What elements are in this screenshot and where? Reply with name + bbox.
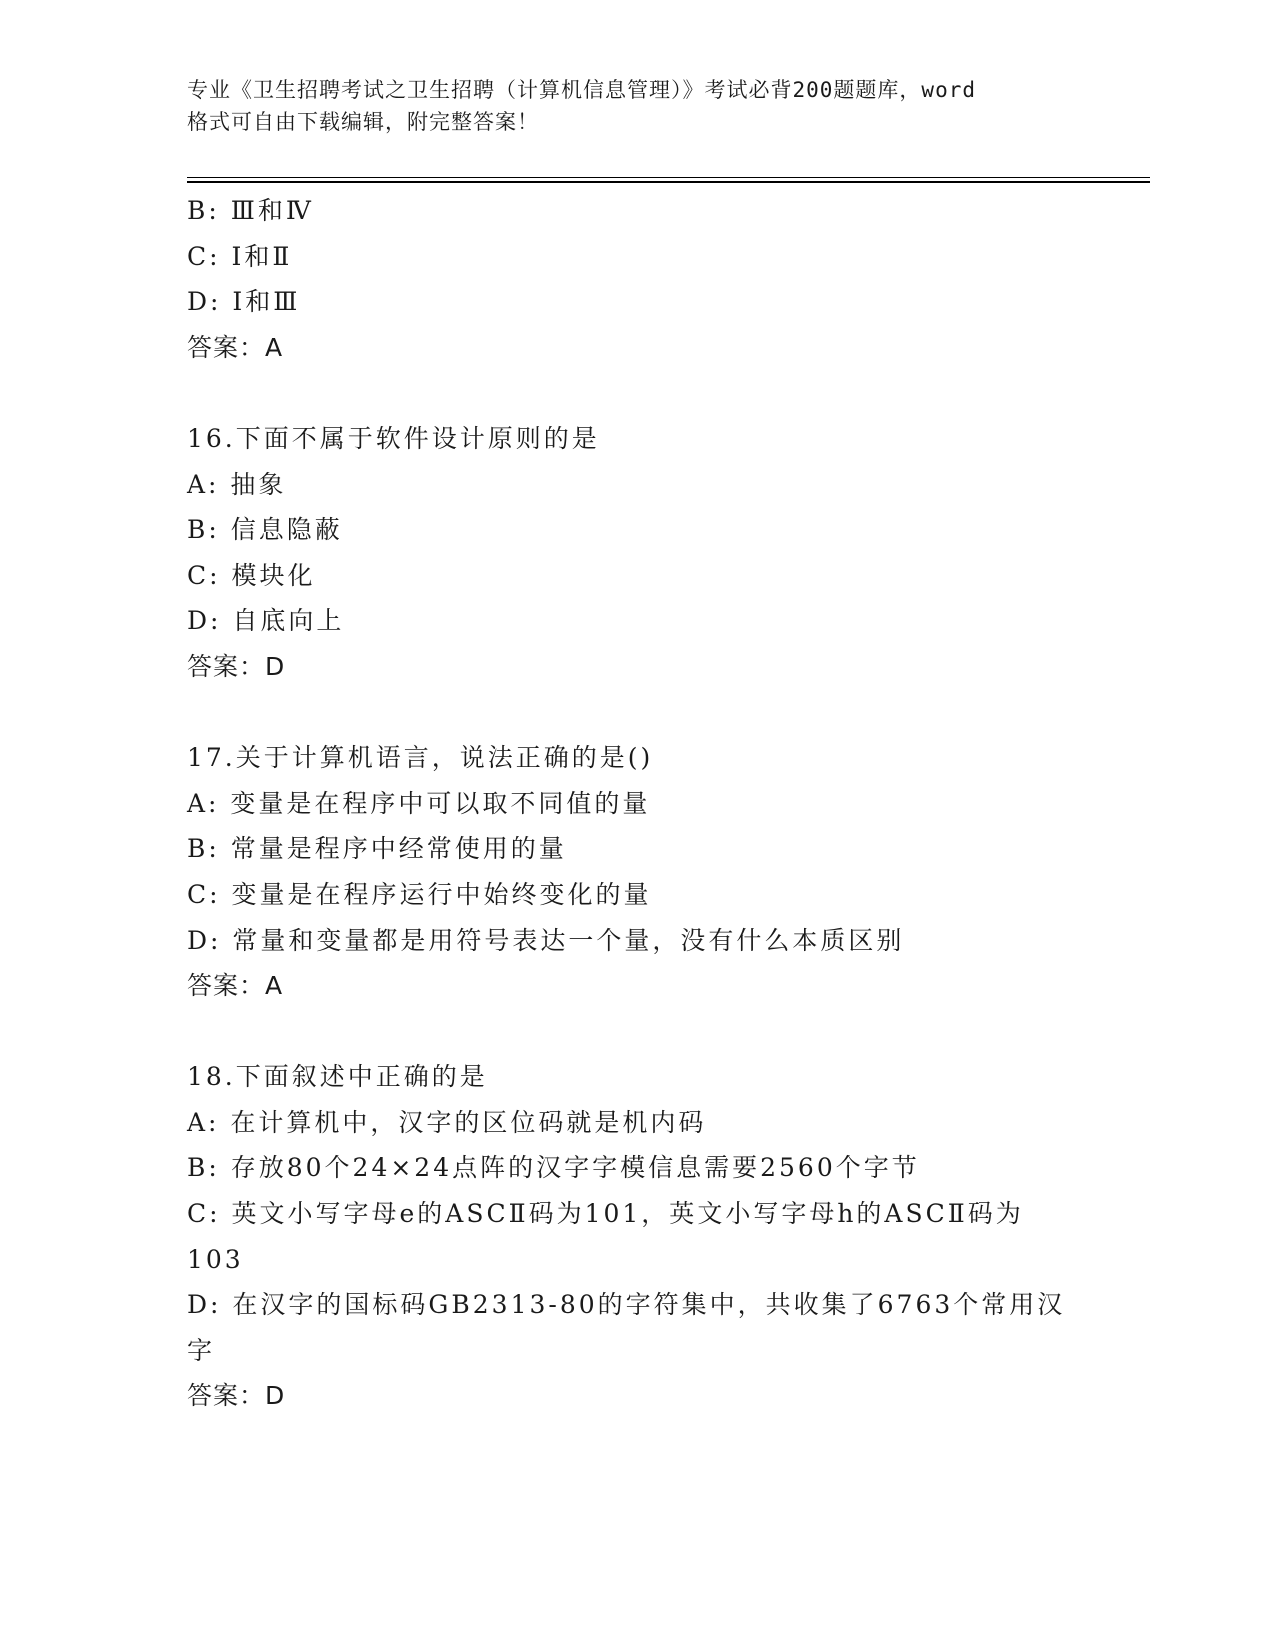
option-b: B: Ⅲ和Ⅳ	[187, 196, 314, 225]
answer-line: 答案：A	[187, 332, 284, 362]
header-line-2: 格式可自由下载编辑，附完整答案！	[187, 110, 539, 134]
option-d: D: 常量和变量都是用符号表达一个量，没有什么本质区别	[187, 925, 905, 955]
question-16	[187, 416, 1087, 690]
option-a: A: 变量是在程序中可以取不同值的量	[187, 788, 651, 818]
question-stem: 16.下面不属于软件设计原则的是	[187, 423, 600, 453]
question-15-continued	[187, 188, 1087, 370]
option-b: B: 常量是程序中经常使用的量	[187, 834, 567, 864]
option-c: C: Ⅰ和Ⅱ	[187, 241, 293, 271]
answer-line: 答案：D	[187, 1381, 286, 1411]
option-c: C: 模块化	[187, 560, 316, 590]
spacer	[187, 1009, 1087, 1055]
option-d: D: 在汉字的国标码GB2313-80的字符集中，共收集了6763个常用汉	[187, 1290, 1066, 1320]
header-line-1: 专业《卫生招聘考试之卫生招聘（计算机信息管理）》考试必背200题题库，word	[187, 78, 976, 102]
option-d-continued: 字	[187, 1335, 216, 1365]
question-list	[187, 188, 1087, 1419]
document-header	[187, 74, 1087, 138]
option-c: C: 变量是在程序运行中始终变化的量	[187, 879, 652, 909]
spacer	[187, 690, 1087, 736]
option-d: D: 自底向上	[187, 606, 345, 636]
answer-line: 答案：A	[187, 971, 284, 1001]
question-18	[187, 1054, 1087, 1419]
question-stem: 17.关于计算机语言，说法正确的是()	[187, 743, 654, 773]
spacer	[187, 370, 1087, 416]
option-b: B: 信息隐蔽	[187, 515, 343, 545]
option-c-continued: 103	[187, 1244, 244, 1274]
answer-line: 答案：D	[187, 651, 286, 681]
header-divider-thin	[187, 177, 1150, 178]
option-a: A: 抽象	[187, 469, 287, 499]
option-d: D: Ⅰ和Ⅲ	[187, 287, 301, 317]
option-b: B: 存放80个24×24点阵的汉字字模信息需要2560个字节	[187, 1153, 920, 1183]
header-divider-thick	[187, 181, 1150, 183]
option-a: A: 在计算机中，汉字的区位码就是机内码	[187, 1107, 707, 1137]
question-17	[187, 735, 1087, 1009]
option-c: C: 英文小写字母e的ASCⅡ码为101，英文小写字母h的ASCⅡ码为	[187, 1199, 1024, 1229]
question-stem: 18.下面叙述中正确的是	[187, 1062, 488, 1092]
